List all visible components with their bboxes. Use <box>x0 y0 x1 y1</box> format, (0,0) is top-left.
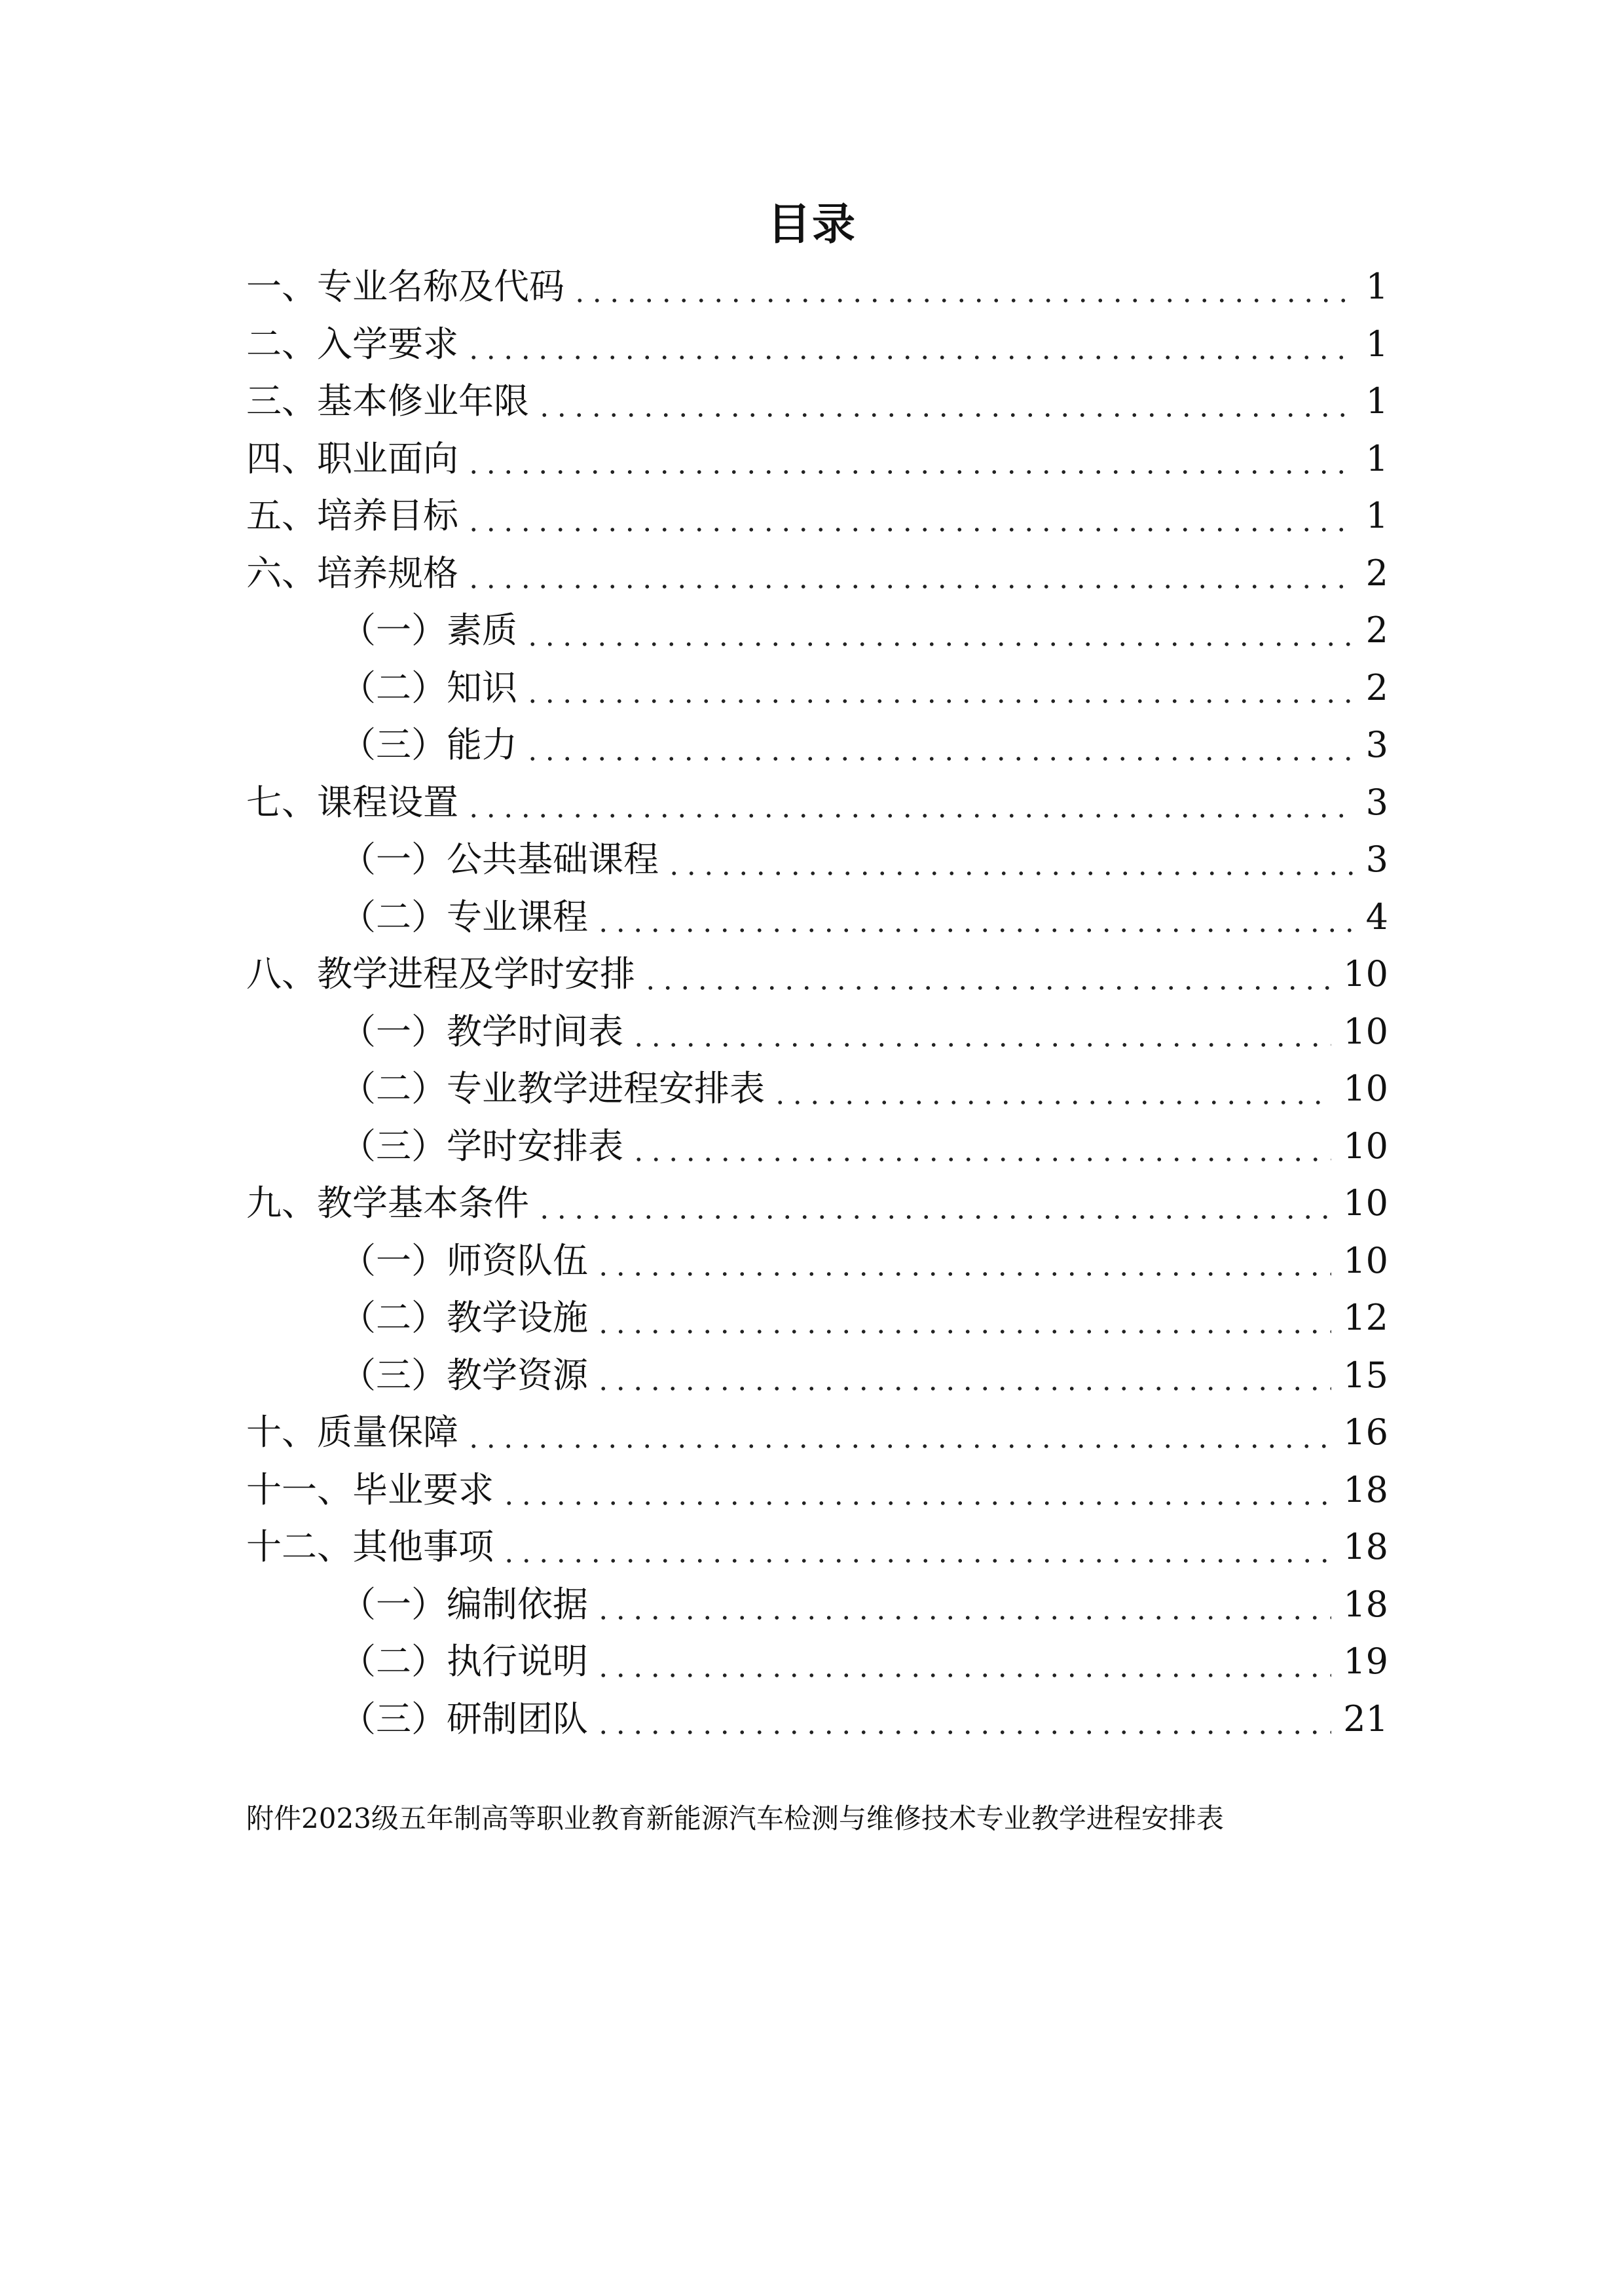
toc-entry-page-number: 10 <box>1343 1239 1388 1281</box>
toc-entry-label: （一）公共基础课程 <box>341 839 659 880</box>
toc-dot-leader <box>595 1730 1331 1734</box>
toc-entry-page-number: 2 <box>1365 552 1388 594</box>
toc-dot-leader <box>630 1157 1331 1161</box>
toc-entry-label: 十一、毕业要求 <box>246 1468 494 1510</box>
toc-entry-label: （一）教学时间表 <box>341 1010 623 1052</box>
toc-entry-label: 四、职业面向 <box>246 437 458 479</box>
toc-entry-label: （二）执行说明 <box>341 1641 588 1682</box>
toc-entry-page-number: 10 <box>1343 953 1388 994</box>
toc-entry-page-number: 16 <box>1343 1412 1388 1453</box>
toc-entry-label: 十二、其他事项 <box>246 1526 494 1567</box>
toc-entry[interactable] <box>246 1633 1388 1690</box>
toc-dot-leader <box>536 413 1354 417</box>
toc-entry-page-number: 1 <box>1365 495 1388 536</box>
toc-entry[interactable] <box>246 1690 1388 1748</box>
toc-dot-leader <box>595 1616 1331 1620</box>
toc-entry[interactable] <box>246 316 1388 373</box>
toc-dot-leader <box>524 642 1354 646</box>
toc-dot-leader <box>524 757 1354 761</box>
toc-dot-leader <box>571 299 1354 302</box>
toc-entry-page-number: 1 <box>1365 323 1388 365</box>
toc-entry[interactable] <box>246 602 1388 659</box>
toc-dot-leader <box>465 585 1354 589</box>
toc-entry-label: （一）编制依据 <box>341 1583 588 1625</box>
toc-entry[interactable] <box>246 945 1388 1003</box>
toc-entry-label: 七、课程设置 <box>246 781 458 823</box>
toc-entry-label: 八、教学进程及学时安排 <box>246 953 635 994</box>
toc-entry-label: 九、教学基本条件 <box>246 1182 529 1224</box>
toc-dot-leader <box>465 814 1354 818</box>
toc-entry-label: 二、入学要求 <box>246 323 458 365</box>
toc-entry[interactable] <box>246 1232 1388 1290</box>
toc-entry-label: （二）专业教学进程安排表 <box>341 1068 765 1109</box>
toc-entry[interactable] <box>246 1404 1388 1461</box>
toc-dot-leader <box>500 1501 1331 1505</box>
toc-entry[interactable] <box>246 373 1388 430</box>
toc-entry-label: （一）师资队伍 <box>341 1239 588 1281</box>
toc-entry[interactable] <box>246 1347 1388 1404</box>
toc-entry-page-number: 2 <box>1365 610 1388 651</box>
toc-entry-page-number: 21 <box>1343 1698 1388 1740</box>
toc-entry-page-number: 1 <box>1365 437 1388 479</box>
toc-dot-leader <box>771 1101 1331 1104</box>
toc-entry-label: （一）素质 <box>341 610 517 651</box>
toc-entry[interactable] <box>246 1289 1388 1347</box>
toc-dot-leader <box>465 355 1354 359</box>
toc-entry[interactable] <box>246 1518 1388 1576</box>
toc-entry-page-number: 19 <box>1343 1641 1388 1682</box>
toc-entry-page-number: 3 <box>1365 724 1388 765</box>
toc-entry[interactable] <box>246 659 1388 717</box>
toc-title: 目录 <box>767 199 857 249</box>
toc-entry-page-number: 10 <box>1343 1125 1388 1167</box>
toc-list <box>246 258 1388 1747</box>
toc-entry-page-number: 10 <box>1343 1010 1388 1052</box>
toc-entry-page-number: 1 <box>1365 266 1388 307</box>
toc-entry-label: （二）专业课程 <box>341 896 588 938</box>
toc-entry[interactable] <box>246 258 1388 316</box>
toc-entry-label: （二）教学设施 <box>341 1297 588 1338</box>
toc-entry[interactable] <box>246 1118 1388 1175</box>
toc-entry-label: （三）学时安排表 <box>341 1125 623 1167</box>
toc-entry[interactable] <box>246 430 1388 488</box>
toc-entry-page-number: 4 <box>1365 896 1388 938</box>
toc-dot-leader <box>595 928 1354 932</box>
toc-entry[interactable] <box>246 774 1388 831</box>
toc-dot-leader <box>524 699 1354 703</box>
toc-dot-leader <box>665 871 1354 875</box>
toc-entry[interactable] <box>246 831 1388 888</box>
toc-entry-label: 三、基本修业年限 <box>246 380 529 422</box>
toc-entry-page-number: 15 <box>1343 1354 1388 1396</box>
toc-entry[interactable] <box>246 545 1388 602</box>
toc-entry-page-number: 18 <box>1343 1583 1388 1625</box>
toc-dot-leader <box>465 1444 1331 1448</box>
toc-entry-page-number: 10 <box>1343 1068 1388 1109</box>
toc-entry-label: 五、培养目标 <box>246 495 458 536</box>
toc-dot-leader <box>536 1215 1331 1219</box>
toc-entry-page-number: 18 <box>1343 1526 1388 1567</box>
toc-entry[interactable] <box>246 1175 1388 1232</box>
toc-entry-label: （二）知识 <box>341 666 517 708</box>
toc-dot-leader <box>500 1559 1331 1563</box>
toc-entry[interactable] <box>246 1060 1388 1118</box>
toc-dot-leader <box>595 1330 1331 1334</box>
toc-entry-label: 六、培养规格 <box>246 552 458 594</box>
toc-dot-leader <box>595 1272 1331 1276</box>
toc-entry[interactable] <box>246 1461 1388 1519</box>
toc-entry[interactable] <box>246 888 1388 946</box>
toc-dot-leader <box>642 986 1331 990</box>
toc-dot-leader <box>465 470 1354 474</box>
toc-entry-page-number: 18 <box>1343 1468 1388 1510</box>
toc-entry-page-number: 10 <box>1343 1182 1388 1224</box>
attachment-note: 附件2023级五年制高等职业教育新能源汽车检测与维修技术专业教学进程安排表 <box>246 1802 1224 1834</box>
toc-entry-page-number: 3 <box>1365 781 1388 823</box>
toc-dot-leader <box>465 528 1354 532</box>
toc-entry[interactable] <box>246 1003 1388 1061</box>
toc-entry-page-number: 2 <box>1365 666 1388 708</box>
toc-entry-page-number: 3 <box>1365 839 1388 880</box>
toc-entry[interactable] <box>246 487 1388 545</box>
toc-dot-leader <box>595 1387 1331 1391</box>
toc-entry-label: （三）能力 <box>341 724 517 765</box>
toc-entry-label: （三）研制团队 <box>341 1698 588 1740</box>
toc-entry-label: 一、专业名称及代码 <box>246 266 564 307</box>
toc-entry[interactable] <box>246 716 1388 774</box>
toc-entry-page-number: 1 <box>1365 380 1388 422</box>
toc-entry-page-number: 12 <box>1343 1297 1388 1338</box>
toc-entry-label: （三）教学资源 <box>341 1354 588 1396</box>
toc-dot-leader <box>595 1673 1331 1677</box>
toc-entry[interactable] <box>246 1576 1388 1633</box>
toc-dot-leader <box>630 1043 1331 1047</box>
toc-entry-label: 十、质量保障 <box>246 1412 458 1453</box>
